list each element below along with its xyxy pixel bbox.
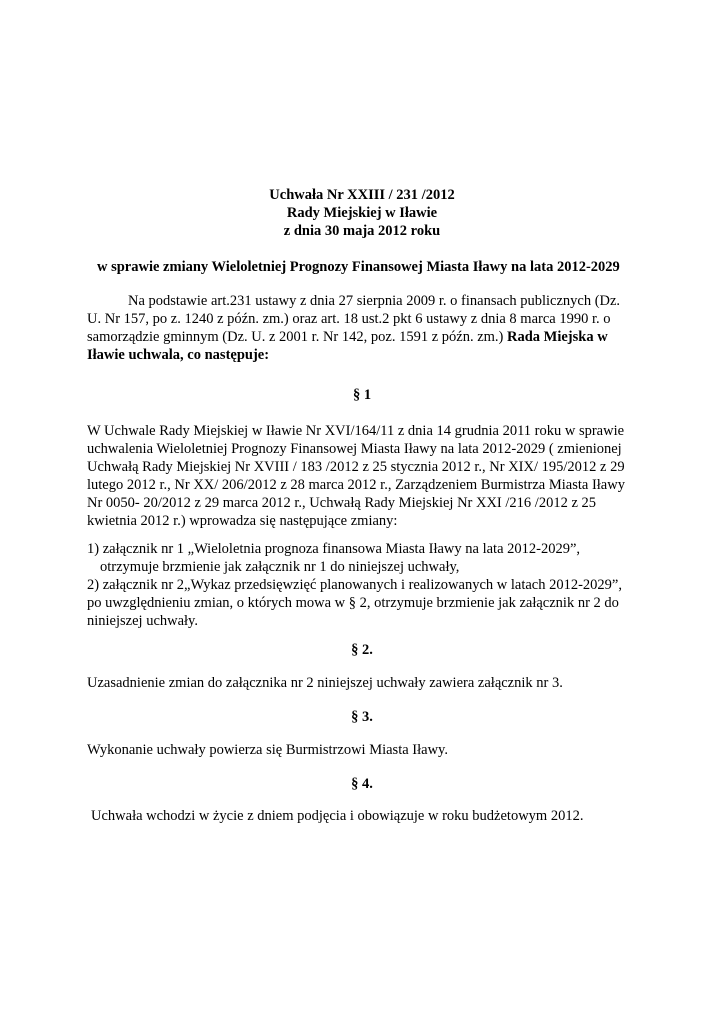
section-1-item-2: 2) załącznik nr 2„Wykaz przedsięwzięć planowanych i realizowanych w latach 2012-2029”, <box>87 577 622 593</box>
section-1-line-1: W Uchwale Rady Miejskiej w Iławie Nr XVI/164/11 z dnia 14 grudnia 2011 roku w sprawie <box>87 423 625 439</box>
resolution-issuer: Rady Miejskiej w Iławie <box>286 205 438 221</box>
resolution-title: Uchwała Nr XXIII / 231 /2012 <box>269 187 455 203</box>
preamble-line-2: U. Nr 157, po z. 1240 z późn. zm.) oraz art. 18 ust.2 pkt 6 ustawy z dnia 8 marca 1990 r. o <box>87 311 611 327</box>
section-2-text: Uzasadnienie zmian do załącznika nr 2 niniejszej uchwały zawiera załącznik nr 3. <box>87 675 563 691</box>
section-1-item-2-cont: po uwzględnieniu zmian, o których mowa w § 2, otrzymuje brzmienie jak załącznik nr 2 do <box>87 595 619 611</box>
section-3-text: Wykonanie uchwały powierza się Burmistrzowi Miasta Iławy. <box>87 742 448 758</box>
section-1-item-1: 1) załącznik nr 1 „Wieloletnia prognoza finansowa Miasta Iławy na lata 2012-2029”, <box>87 541 581 557</box>
preamble <box>87 292 647 364</box>
resolution-date: z dnia 30 maja 2012 roku <box>283 223 441 239</box>
preamble-bold-tail: Rada Miejska w <box>507 329 608 345</box>
preamble-line-3 <box>87 328 647 346</box>
section-2-heading: § 2. <box>351 642 373 658</box>
resolution-subject: w sprawie zmiany Wieloletniej Prognozy Finansowej Miasta Iławy na lata 2012-2029 <box>97 259 620 275</box>
section-1-item-1-cont: otrzymuje brzmienie jak załącznik nr 1 do niniejszej uchwały, <box>100 559 460 575</box>
section-4-text: Uchwała wchodzi w życie z dniem podjęcia i obowiązuje w roku budżetowym 2012. <box>91 808 584 824</box>
section-1-item-2-end: niniejszej uchwały. <box>87 613 198 629</box>
section-1-line-4: lutego 2012 r., Nr XX/ 206/2012 z 28 marca 2012 r., Zarządzeniem Burmistrza Miasta Iławy <box>87 477 625 493</box>
section-1-items <box>87 540 647 630</box>
preamble-line-3-text: samorządzie gminnym (Dz. U. z 2001 r. Nr 142, poz. 1591 z późn. zm.) <box>87 329 504 345</box>
section-4-heading: § 4. <box>351 776 373 792</box>
preamble-line-1: Na podstawie art.231 ustawy z dnia 27 sierpnia 2009 r. o finansach publicznych (Dz. <box>128 293 621 309</box>
section-1-body <box>87 422 647 530</box>
document-header <box>0 186 724 240</box>
section-1-line-6: kwietnia 2012 r.) wprowadza się następujące zmiany: <box>87 513 398 529</box>
section-1-line-3: Uchwałą Rady Miejskiej Nr XVIII / 183 /2012 z 25 stycznia 2012 r., Nr XIX/ 195/2012 z 29 <box>87 459 625 475</box>
preamble-bold-line: Iławie uchwala, co następuje: <box>87 347 270 363</box>
section-1-line-2: uchwalenia Wieloletniej Prognozy Finansowej Miasta Iławy na lata 2012-2029 ( zmienionej <box>87 441 622 457</box>
section-3-heading: § 3. <box>351 709 373 725</box>
section-1-heading: § 1 <box>352 387 372 403</box>
section-1-line-5: Nr 0050- 20/2012 z 29 marca 2012 r., Uchwałą Rady Miejskiej Nr XXI /216 /2012 z 25 <box>87 495 597 511</box>
